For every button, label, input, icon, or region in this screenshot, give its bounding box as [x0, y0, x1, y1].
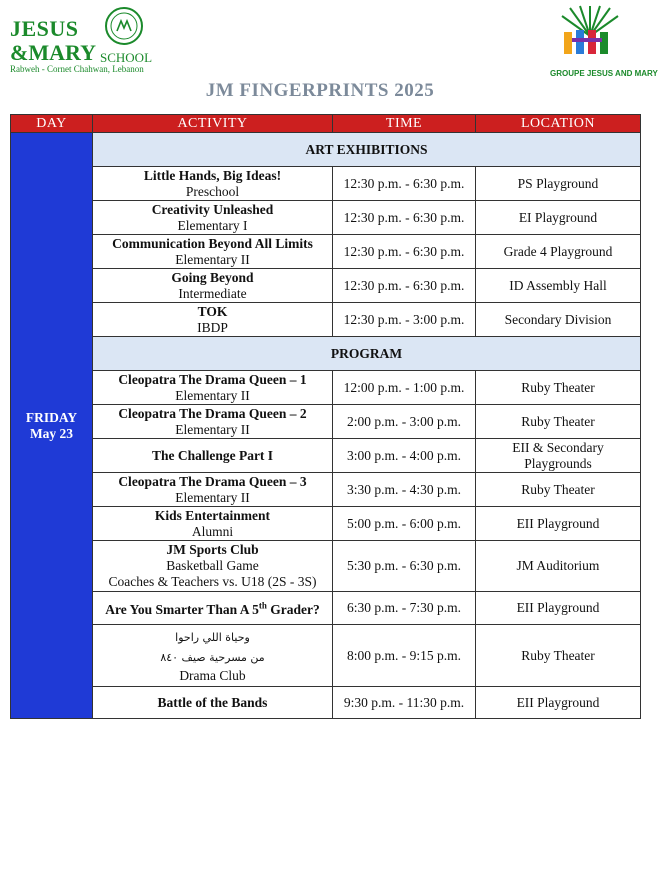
location-cell: Ruby Theater [476, 371, 641, 405]
group-logo [550, 6, 658, 78]
activity-title: The Challenge Part I [151, 447, 274, 463]
time-cell: 12:30 p.m. - 6:30 p.m. [333, 235, 476, 269]
activity-subtitle-arabic: من مسرحية صيف ٨٤٠ [160, 650, 265, 664]
activity-title: Cleopatra The Drama Queen – 1 [118, 371, 307, 387]
activity-cell [93, 687, 333, 719]
activity-title: Battle of the Bands [157, 694, 268, 710]
activity-cell [93, 167, 333, 201]
activity-cell [93, 592, 333, 625]
header-day: DAY [11, 115, 93, 133]
activity-title: Kids Entertainment [154, 507, 271, 523]
activity-cell [93, 303, 333, 337]
schedule-table [10, 114, 641, 719]
activity-title: Cleopatra The Drama Queen – 2 [118, 405, 307, 421]
school-crest-icon [104, 6, 144, 46]
location-cell: Ruby Theater [476, 473, 641, 507]
section-row [11, 133, 641, 167]
day-cell [11, 133, 93, 719]
table-row [11, 439, 641, 473]
location-cell: EII & Secondary Playgrounds [476, 439, 641, 473]
section-program: PROGRAM [93, 337, 641, 371]
activity-cell [93, 439, 333, 473]
activity-title: Communication Beyond All Limits [112, 235, 313, 251]
school-address: Rabweh - Cornet Chahwan, Lebanon [10, 64, 144, 74]
activity-sub: Elementary II [175, 251, 250, 267]
table-row [11, 167, 641, 201]
school-name-line2: &MARY [10, 40, 96, 65]
time-cell: 5:30 p.m. - 6:30 p.m. [333, 541, 476, 592]
location-cell: Grade 4 Playground [476, 235, 641, 269]
table-row [11, 201, 641, 235]
table-row [11, 592, 641, 625]
time-cell: 3:30 p.m. - 4:30 p.m. [333, 473, 476, 507]
section-art-exhibitions: ART EXHIBITIONS [93, 133, 641, 167]
table-row [11, 507, 641, 541]
time-cell: 12:00 p.m. - 1:00 p.m. [333, 371, 476, 405]
table-row [11, 303, 641, 337]
location-cell: EII Playground [476, 687, 641, 719]
activity-sub: Elementary II [175, 489, 250, 505]
time-cell: 5:00 p.m. - 6:00 p.m. [333, 507, 476, 541]
header-location: LOCATION [476, 115, 641, 133]
activity-title: Little Hands, Big Ideas! [143, 167, 282, 183]
table-row [11, 235, 641, 269]
table-row [11, 625, 641, 687]
time-cell: 6:30 p.m. - 7:30 p.m. [333, 592, 476, 625]
activity-sub: Alumni [191, 523, 234, 539]
location-cell: PS Playground [476, 167, 641, 201]
activity-title: Are You Smarter Than A 5th Grader? [105, 600, 320, 618]
table-row [11, 687, 641, 719]
school-name-line1: JESUS [10, 16, 79, 41]
activity-sub: Intermediate [178, 285, 247, 301]
location-cell: EII Playground [476, 507, 641, 541]
header-time: TIME [333, 115, 476, 133]
time-cell: 9:30 p.m. - 11:30 p.m. [333, 687, 476, 719]
table-row [11, 371, 641, 405]
activity-sub: IBDP [197, 319, 228, 335]
activity-sub: Drama Club [179, 667, 246, 683]
activity-title: Cleopatra The Drama Queen – 3 [118, 473, 307, 489]
location-cell: Secondary Division [476, 303, 641, 337]
group-logo-caption: GROUPE JESUS AND MARY [550, 69, 658, 78]
activity-cell [93, 235, 333, 269]
location-cell: ID Assembly Hall [476, 269, 641, 303]
activity-sub: Elementary I [177, 217, 248, 233]
time-cell: 12:30 p.m. - 3:00 p.m. [333, 303, 476, 337]
activity-sub: Basketball Game [166, 558, 259, 573]
activity-cell [93, 473, 333, 507]
activity-sub: Elementary II [175, 421, 250, 437]
time-cell: 12:30 p.m. - 6:30 p.m. [333, 167, 476, 201]
table-row [11, 405, 641, 439]
activity-cell [93, 269, 333, 303]
location-cell: JM Auditorium [476, 541, 641, 592]
location-cell: Ruby Theater [476, 405, 641, 439]
time-cell: 8:00 p.m. - 9:15 p.m. [333, 625, 476, 687]
activity-sub-2: Coaches & Teachers vs. U18 (2S - 3S) [108, 574, 317, 589]
activity-cell [93, 201, 333, 235]
activity-cell [93, 507, 333, 541]
school-name-line3: SCHOOL [100, 50, 153, 65]
activity-cell [93, 625, 333, 687]
group-logo-icon [550, 6, 630, 68]
location-cell: Ruby Theater [476, 625, 641, 687]
section-row [11, 337, 641, 371]
activity-cell [93, 371, 333, 405]
activity-title: Going Beyond [171, 269, 254, 285]
table-row [11, 473, 641, 507]
location-cell: EII Playground [476, 592, 641, 625]
activity-cell [93, 405, 333, 439]
activity-sub: Elementary II [175, 387, 250, 403]
activity-sub: Preschool [185, 183, 240, 199]
activity-title: JM Sports Club [166, 542, 259, 557]
time-cell: 3:00 p.m. - 4:00 p.m. [333, 439, 476, 473]
time-cell: 12:30 p.m. - 6:30 p.m. [333, 269, 476, 303]
activity-title-arabic: وحياة اللي راحوا [175, 630, 250, 644]
activity-title: TOK [197, 303, 228, 319]
header-activity: ACTIVITY [93, 115, 333, 133]
table-row [11, 541, 641, 592]
school-logo [8, 6, 158, 74]
header-row [11, 115, 641, 133]
activity-cell [93, 541, 333, 592]
location-cell: EI Playground [476, 201, 641, 235]
page-title: JM FINGERPRINTS 2025 [205, 80, 435, 101]
time-cell: 2:00 p.m. - 3:00 p.m. [333, 405, 476, 439]
table-row [11, 269, 641, 303]
day-date: May 23 [29, 425, 74, 441]
day-weekday: FRIDAY [25, 409, 78, 425]
activity-title: Creativity Unleashed [151, 201, 274, 217]
time-cell: 12:30 p.m. - 6:30 p.m. [333, 201, 476, 235]
